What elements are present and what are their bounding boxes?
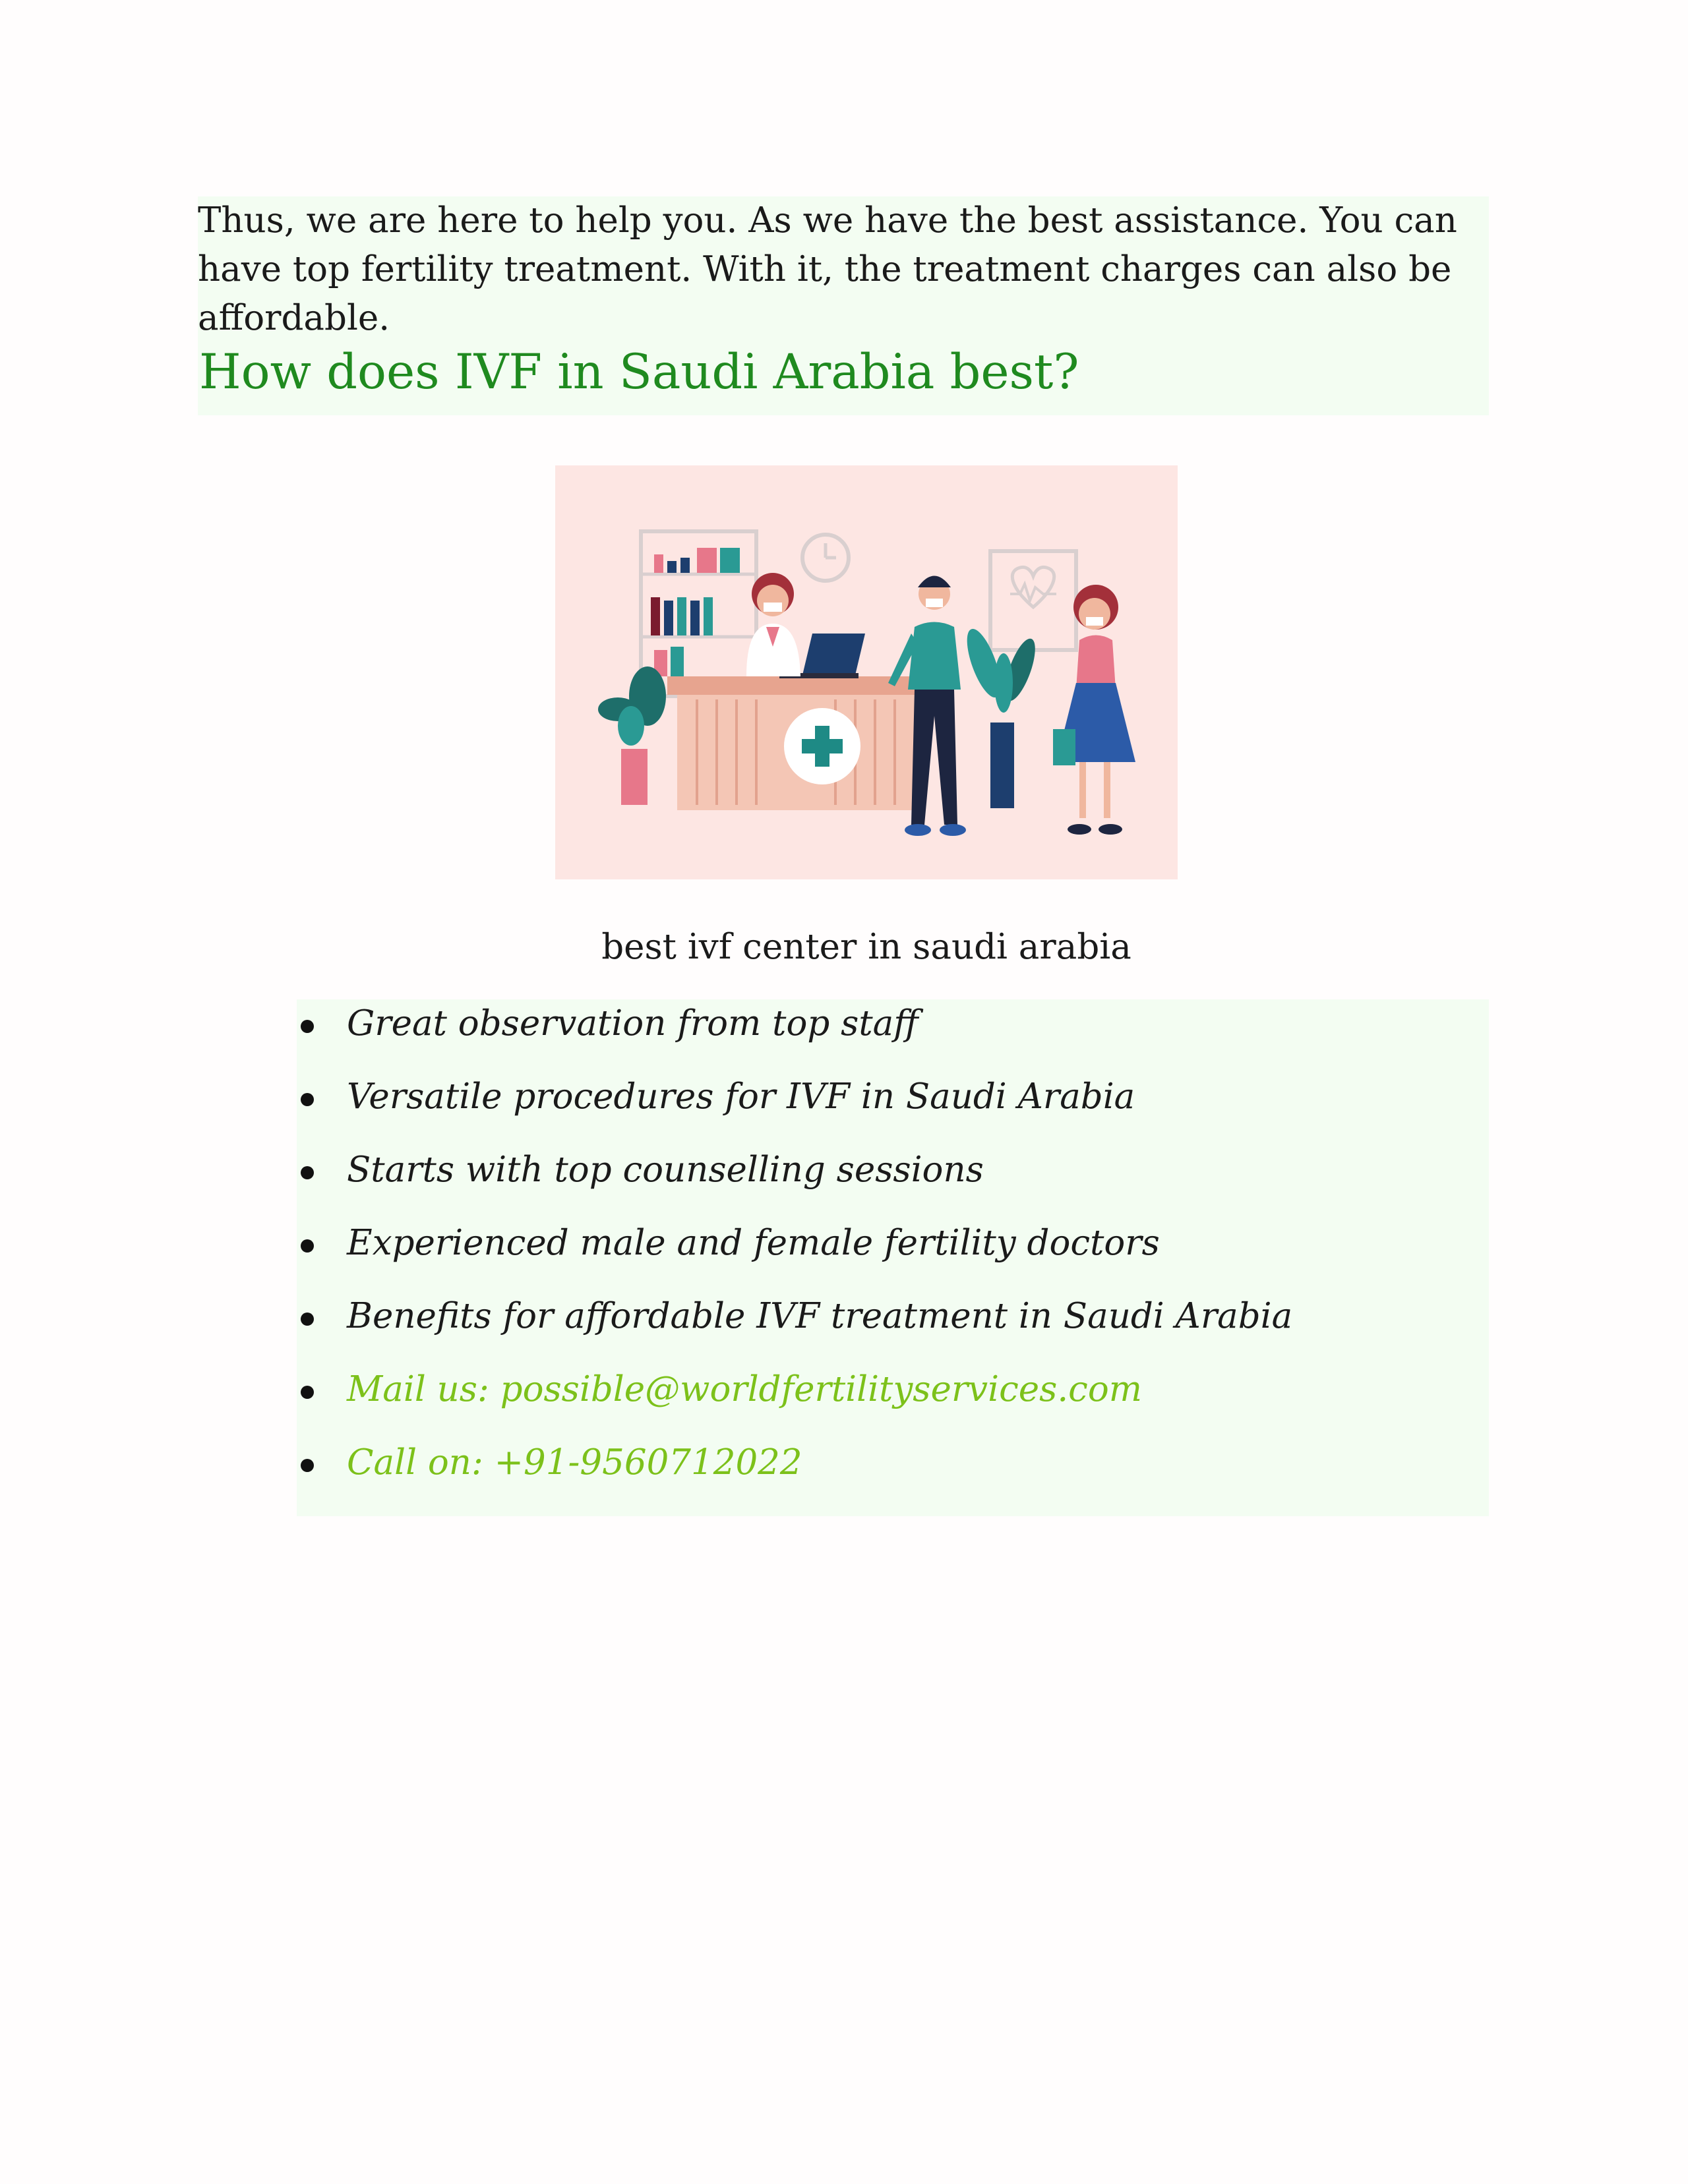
features-list <box>297 999 1489 1512</box>
bullet-icon <box>301 1459 314 1472</box>
list-item-text: Great observation from top staff <box>347 1003 919 1044</box>
list-item-text: Starts with top counselling sessions <box>347 1150 984 1190</box>
bullet-icon <box>301 1239 314 1253</box>
bullet-icon <box>301 1166 314 1179</box>
section-heading: How does IVF in Saudi Arabia best? <box>199 344 1079 400</box>
email-contact-item[interactable] <box>297 1365 1489 1438</box>
list-item <box>297 1146 1489 1219</box>
email-link[interactable]: Mail us: possible@worldfertilityservices.com <box>347 1369 1143 1409</box>
bullet-icon <box>301 1386 314 1399</box>
phone-contact-item[interactable] <box>297 1438 1489 1512</box>
image-caption: best ivf center in saudi arabia <box>601 927 1131 967</box>
list-item-text: Experienced male and female fertility doctors <box>347 1223 1160 1263</box>
list-item <box>297 999 1489 1073</box>
list-item <box>297 1073 1489 1146</box>
list-item <box>297 1219 1489 1292</box>
list-item-text: Benefits for affordable IVF treatment in Saudi Arabia <box>347 1296 1293 1336</box>
bullet-icon <box>301 1313 314 1326</box>
clinic-reception-illustration <box>555 465 1178 879</box>
bullet-icon <box>301 1093 314 1106</box>
list-item-text: Versatile procedures for IVF in Saudi Arabia <box>347 1077 1135 1117</box>
list-item <box>297 1292 1489 1365</box>
bullet-icon <box>301 1020 314 1033</box>
phone-link[interactable]: Call on: +91-9560712022 <box>347 1442 802 1483</box>
intro-paragraph: Thus, we are here to help you. As we have the best assistance. You can have top fertility treatment. With it, the treatment charges can also be affordable. <box>198 200 1457 338</box>
